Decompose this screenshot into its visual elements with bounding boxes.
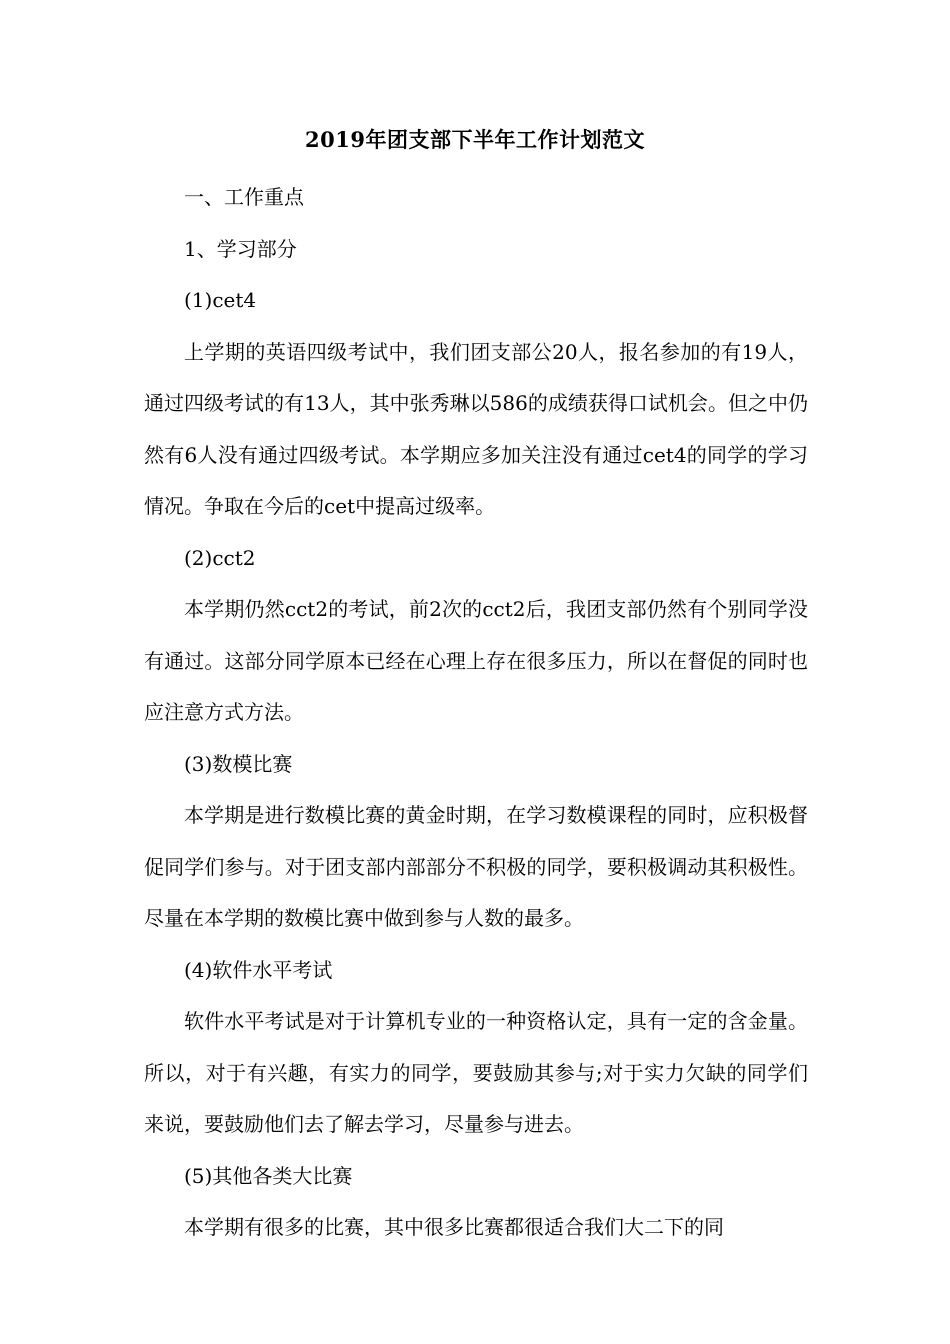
paragraph-math-modeling: 本学期是进行数模比赛的黄金时期，在学习数模课程的同时，应积极督促同学们参与。对于团支部内部部分不积极的同学，要积极调动其积极性。尽量在本学期的数模比赛中做到参与人数的最多。 xyxy=(144,803,808,930)
paragraph-cct2: 本学期仍然cct2的考试，前2次的cct2后，我团支部仍然有个别同学没有通过。这部分同学原本已经在心理上存在很多压力，所以在督促的同时也应注意方式方法。 xyxy=(144,597,808,724)
item-heading-cet4: (1)cet4 xyxy=(184,288,257,312)
paragraph-other-competitions: 本学期有很多的比赛，其中很多比赛都很适合我们大二下的同 xyxy=(184,1215,724,1239)
item-heading-math-modeling: (3)数模比赛 xyxy=(184,751,293,776)
item-heading-software-exam: (4)软件水平考试 xyxy=(184,957,333,982)
subheading-study: 1、学习部分 xyxy=(184,236,297,261)
document-body xyxy=(144,172,808,1254)
item-heading-cct2: (2)cct2 xyxy=(184,545,256,570)
document-title: 2019年团支部下半年工作计划范文 xyxy=(305,127,645,152)
heading-work-focus: 一、工作重点 xyxy=(184,185,304,209)
paragraph-cet4: 上学期的英语四级考试中，我们团支部公20人，报名参加的有19人，通过四级考试的有13人，其中张秀琳以586的成绩获得口试机会。但之中仍然有6人没有通过四级考试。本学期应多加关注没有通过cet4的同学的学习情况。争取在今后的cet中提高过级率。 xyxy=(144,339,808,518)
paragraph-software-exam: 软件水平考试是对于计算机专业的一种资格认定，具有一定的含金量。所以，对于有兴趣，有实力的同学，要鼓励其参与;对于实力欠缺的同学们来说，要鼓励他们去了解去学习，尽量参与进去。 xyxy=(144,1009,808,1136)
item-heading-other-competitions: (5)其他各类大比赛 xyxy=(184,1163,353,1188)
